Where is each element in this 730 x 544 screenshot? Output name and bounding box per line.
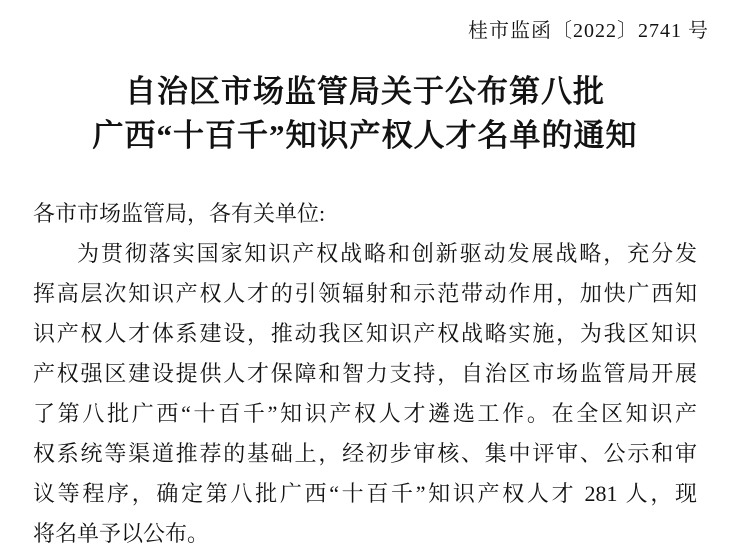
- doc-body: [33, 194, 697, 544]
- body-line: 将名单予以公布。: [33, 521, 210, 544]
- doc-number: 桂市监函〔2022〕2741 号: [468, 20, 709, 42]
- doc-title: [33, 70, 697, 158]
- body-line: 挥高层次知识产权人才的引领辐射和示范带动作用，加快广西知: [33, 281, 697, 306]
- body-line: 为贯彻落实国家知识产权战略和创新驱动发展战略，充分发: [77, 241, 697, 266]
- salutation-line: 各市市场监管局，各有关单位:: [33, 201, 326, 226]
- body-line: 议等程序，确定第八批广西“十百千”知识产权人才 281 人，现: [33, 481, 697, 506]
- body-line: 权系统等渠道推荐的基础上，经初步审核、集中评审、公示和审: [33, 441, 697, 466]
- body-line: 产权强区建设提供人才保障和智力支持，自治区市场监管局开展: [33, 361, 697, 386]
- body-line: 识产权人才体系建设，推动我区知识产权战略实施，为我区知识: [33, 321, 697, 346]
- doc-title-line1: 自治区市场监管局关于公布第八批: [125, 74, 605, 109]
- body-line: 了第八批广西“十百千”知识产权人才遴选工作。在全区知识产: [33, 401, 697, 426]
- doc-title-line2: 广西“十百千”知识产权人才名单的通知: [92, 118, 638, 153]
